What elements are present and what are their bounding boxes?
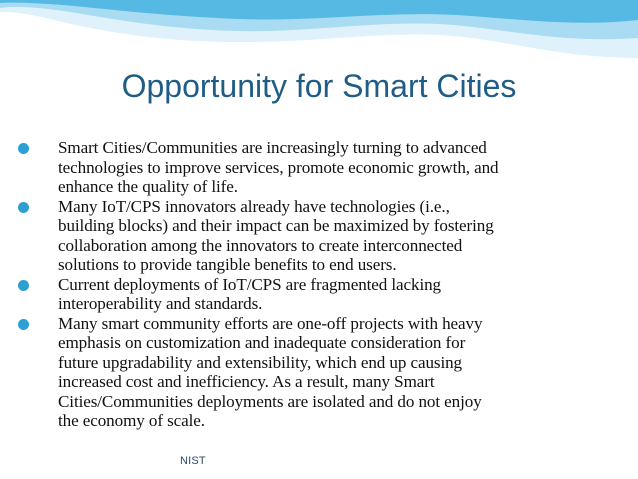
bullet-icon — [18, 275, 31, 294]
slide-title: Opportunity for Smart Cities — [121, 68, 517, 104]
bullet-item — [18, 314, 622, 431]
bullet-list — [18, 138, 622, 431]
bullet-text: Many IoT/CPS innovators already have technologies (i.e., building blocks) and their impact can be maximized by fostering collaboration among the innovators to create interconnected solutions to provide tangible benefits to end users. — [58, 196, 494, 274]
bullet-icon — [18, 197, 31, 216]
bullet-item — [18, 197, 622, 275]
bullet-item — [18, 138, 622, 197]
footer-label: NIST — [180, 455, 206, 467]
bullet-item — [18, 275, 622, 314]
bullet-icon — [18, 138, 31, 157]
bullet-text: Smart Cities/Communities are increasingly turning to advanced technologies to improve services, promote economic growth, and enhance the quality of life. — [58, 138, 499, 196]
bullet-text: Current deployments of IoT/CPS are fragmented lacking interoperability and standards. — [58, 274, 442, 313]
header-wave-decoration — [0, 0, 638, 70]
bullet-text: Many smart community efforts are one-off projects with heavy emphasis on customization and inadequate consideration for future upgradability and extensibility, which end up causing increased cost and inefficiency. As a result, many Smart Cities/Communities deployments are isolated and do not enjoy the economy of scale. — [58, 313, 483, 430]
bullet-icon — [18, 314, 31, 333]
